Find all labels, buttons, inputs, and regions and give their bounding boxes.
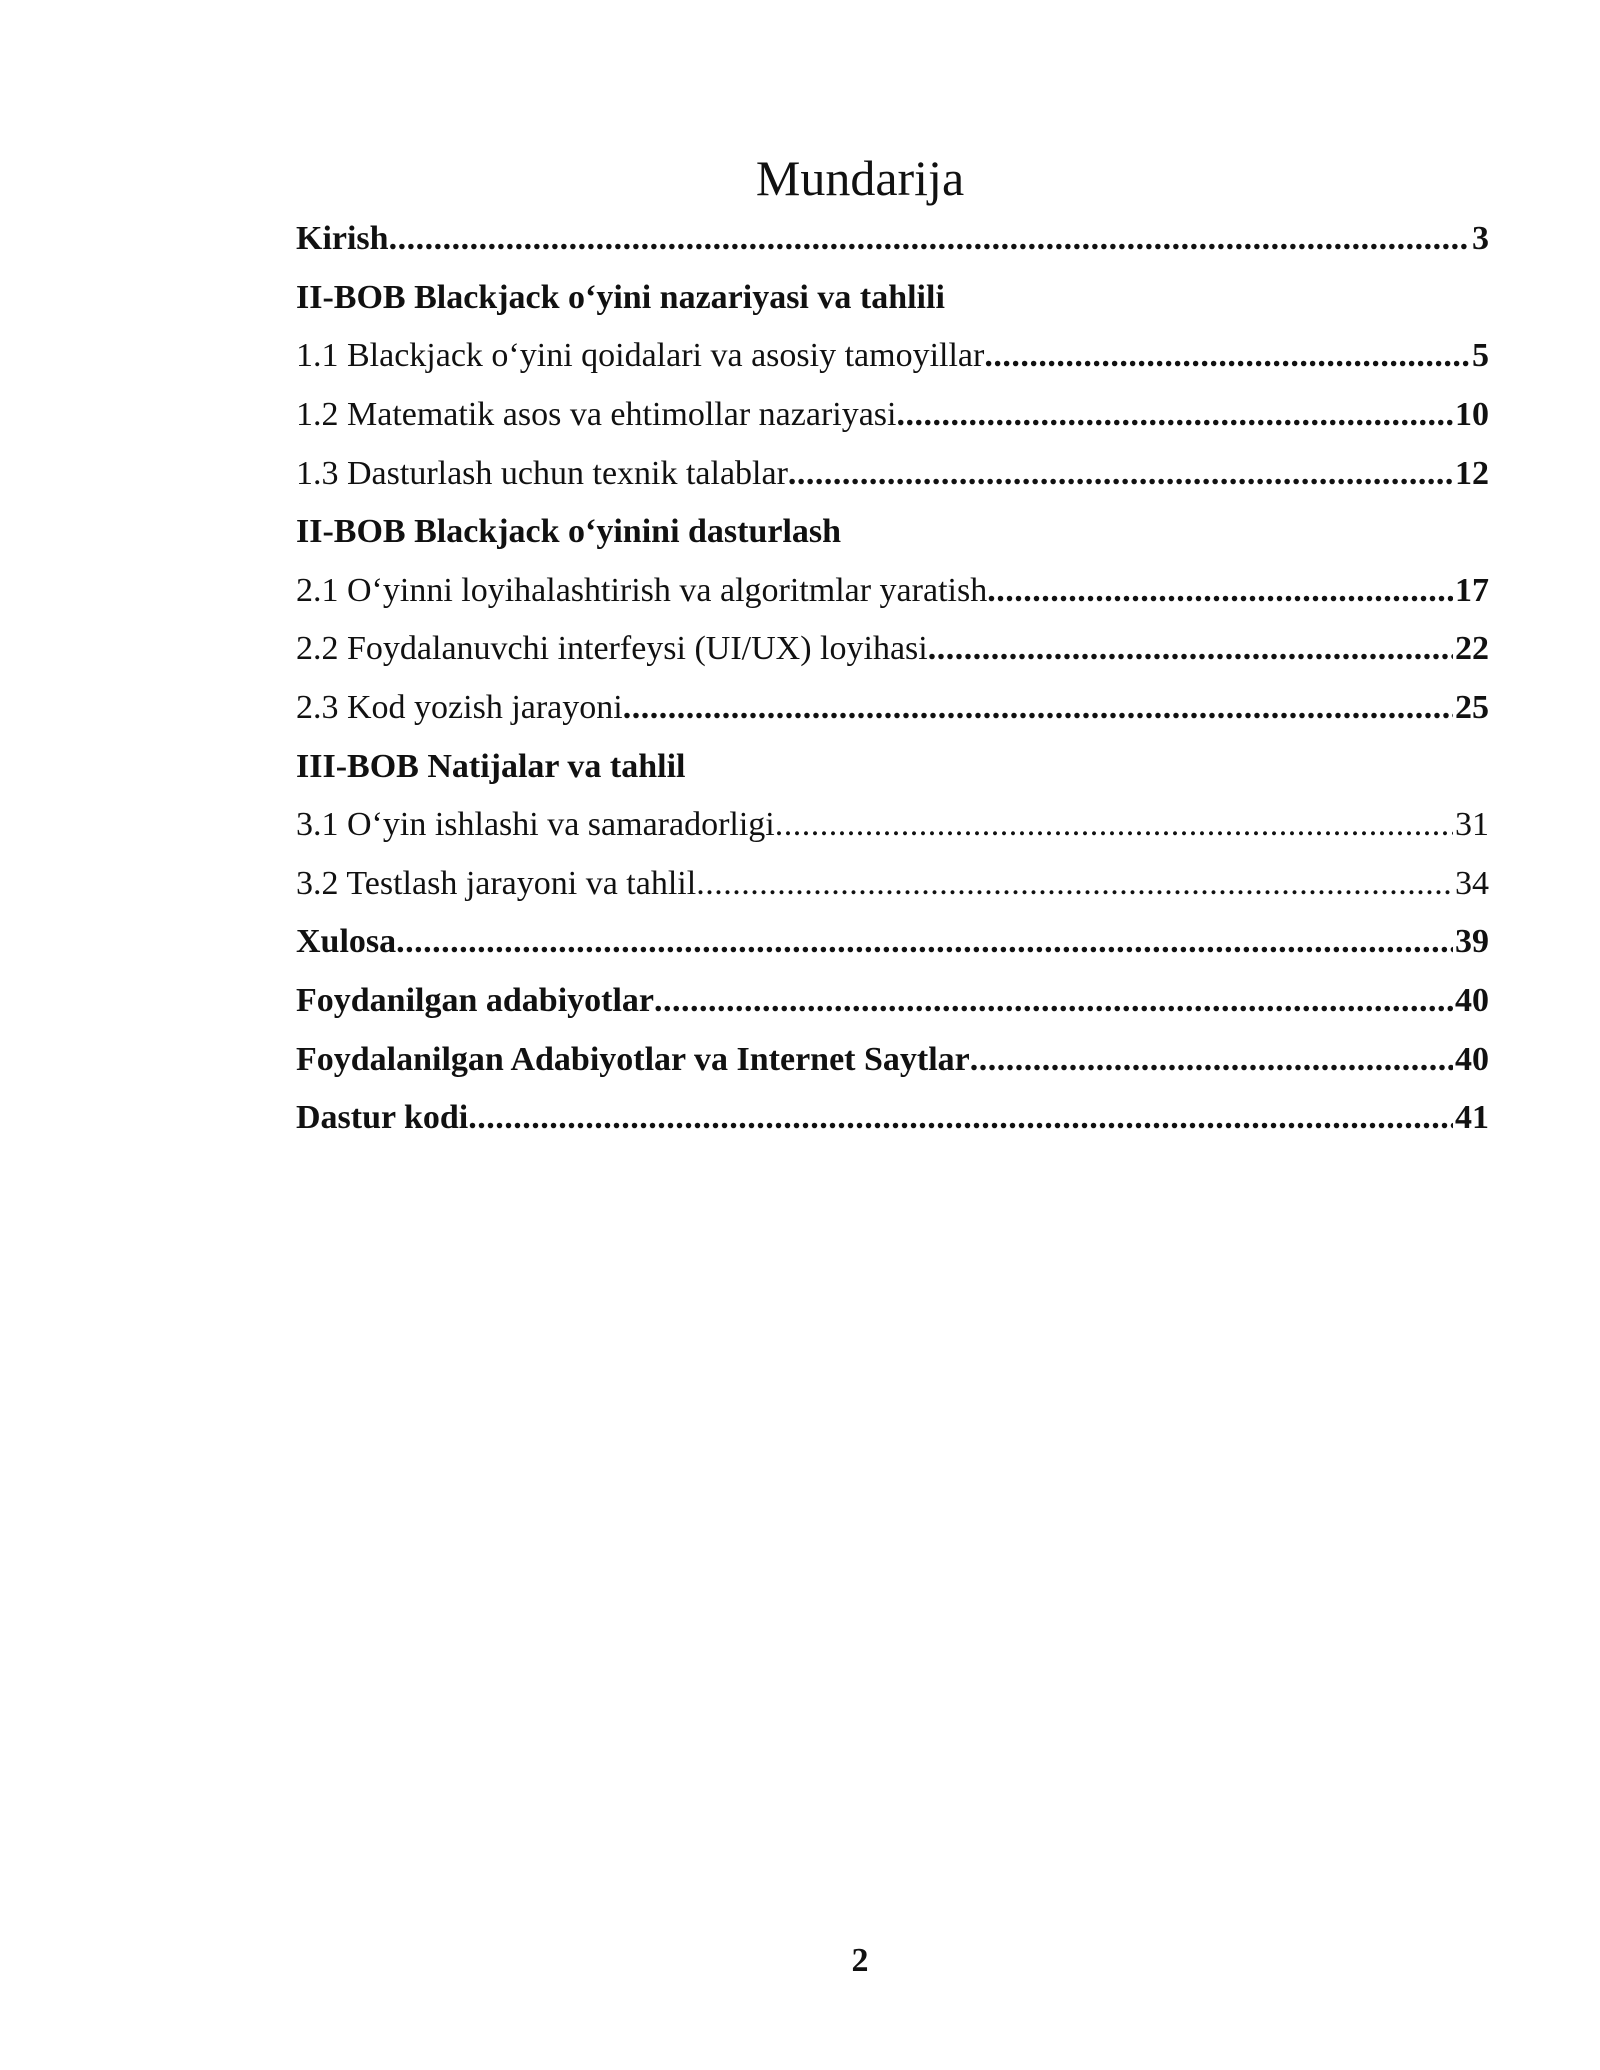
toc-leader-dots	[696, 865, 1453, 903]
toc-entry-kirish[interactable]	[296, 210, 1489, 269]
toc-entry-label: Foydanilgan adabiyotlar	[296, 982, 655, 1020]
toc-entry-xulosa[interactable]	[296, 913, 1489, 972]
toc-entry-label: 3.2 Testlash jarayoni va tahlil	[296, 864, 697, 902]
toc-entry-label: 1.1 Blackjack o‘yini qoidalari va asosiy tamoyillar	[296, 337, 985, 375]
toc-entry-page: 3	[1472, 220, 1489, 258]
toc-leader-dots	[987, 572, 1453, 610]
toc-entry-label: 2.2 Foydalanuvchi interfeysi (UI/UX) loyihasi	[296, 630, 928, 668]
page-title: Mundarija	[755, 150, 965, 206]
toc-entry-page: 5	[1472, 337, 1489, 375]
toc-entry-label: Foydalanilgan Adabiyotlar va Internet Saytlar	[296, 1040, 970, 1078]
toc-entry-3-1[interactable]	[296, 796, 1489, 855]
toc-entry-label: Xulosa	[296, 923, 397, 961]
toc-entry-1-1[interactable]	[296, 327, 1489, 386]
toc-entry-label: 2.1 O‘yinni loyihalashtirish va algoritmlar yaratish	[296, 571, 988, 609]
toc-entry-label: II-BOB Blackjack o‘yinini dasturlash	[296, 513, 842, 551]
toc-entry-page: 31	[1455, 806, 1489, 844]
toc-entry-1-2[interactable]	[296, 386, 1489, 445]
toc-entry-dastur-kodi[interactable]	[296, 1089, 1489, 1148]
toc-leader-dots	[928, 630, 1453, 668]
toc-entry-page: 41	[1455, 1099, 1489, 1137]
toc-entry-2-3[interactable]	[296, 679, 1489, 738]
toc-entry-page: 17	[1455, 571, 1489, 609]
toc-chapter-heading-1[interactable]	[296, 269, 1489, 328]
toc-entry-label: Dastur kodi	[296, 1099, 469, 1137]
toc-entry-label: 1.2 Matematik asos va ehtimollar nazariyasi	[296, 396, 897, 434]
page-number: 2	[851, 1942, 869, 1979]
table-of-contents	[296, 210, 1489, 1148]
toc-leader-dots	[389, 220, 1470, 258]
toc-leader-dots	[970, 1041, 1453, 1079]
toc-leader-dots	[775, 806, 1453, 844]
toc-leader-dots	[788, 455, 1453, 493]
toc-leader-dots	[984, 337, 1470, 375]
toc-chapter-heading-2[interactable]	[296, 503, 1489, 562]
toc-entry-3-2[interactable]	[296, 855, 1489, 914]
toc-entry-2-1[interactable]	[296, 562, 1489, 621]
toc-entry-page: 39	[1455, 923, 1489, 961]
toc-entry-page: 25	[1455, 689, 1489, 727]
toc-entry-adabiyotlar[interactable]	[296, 972, 1489, 1031]
toc-entry-label: 1.3 Dasturlash uchun texnik talablar	[296, 454, 788, 492]
toc-entry-internet-saytlar[interactable]	[296, 1030, 1489, 1089]
toc-entry-page: 40	[1455, 982, 1489, 1020]
toc-entry-1-3[interactable]	[296, 444, 1489, 503]
toc-entry-label: 3.1 O‘yin ishlashi va samaradorligi	[296, 806, 775, 844]
toc-entry-page: 34	[1455, 864, 1489, 902]
toc-chapter-heading-3[interactable]	[296, 737, 1489, 796]
toc-leader-dots	[468, 1099, 1453, 1137]
toc-entry-label: Kirish	[296, 220, 389, 258]
toc-leader-dots	[654, 982, 1453, 1020]
toc-entry-page: 10	[1455, 396, 1489, 434]
toc-leader-dots	[896, 396, 1453, 434]
toc-entry-2-2[interactable]	[296, 620, 1489, 679]
toc-leader-dots	[623, 689, 1453, 727]
toc-entry-label: II-BOB Blackjack o‘yini nazariyasi va tahlili	[296, 278, 945, 316]
toc-entry-page: 12	[1455, 454, 1489, 492]
toc-leader-dots	[396, 923, 1453, 961]
toc-entry-page: 40	[1455, 1040, 1489, 1078]
toc-entry-label: 2.3 Kod yozish jarayoni	[296, 689, 623, 727]
toc-entry-page: 22	[1455, 630, 1489, 668]
toc-entry-label: III-BOB Natijalar va tahlil	[296, 747, 686, 785]
